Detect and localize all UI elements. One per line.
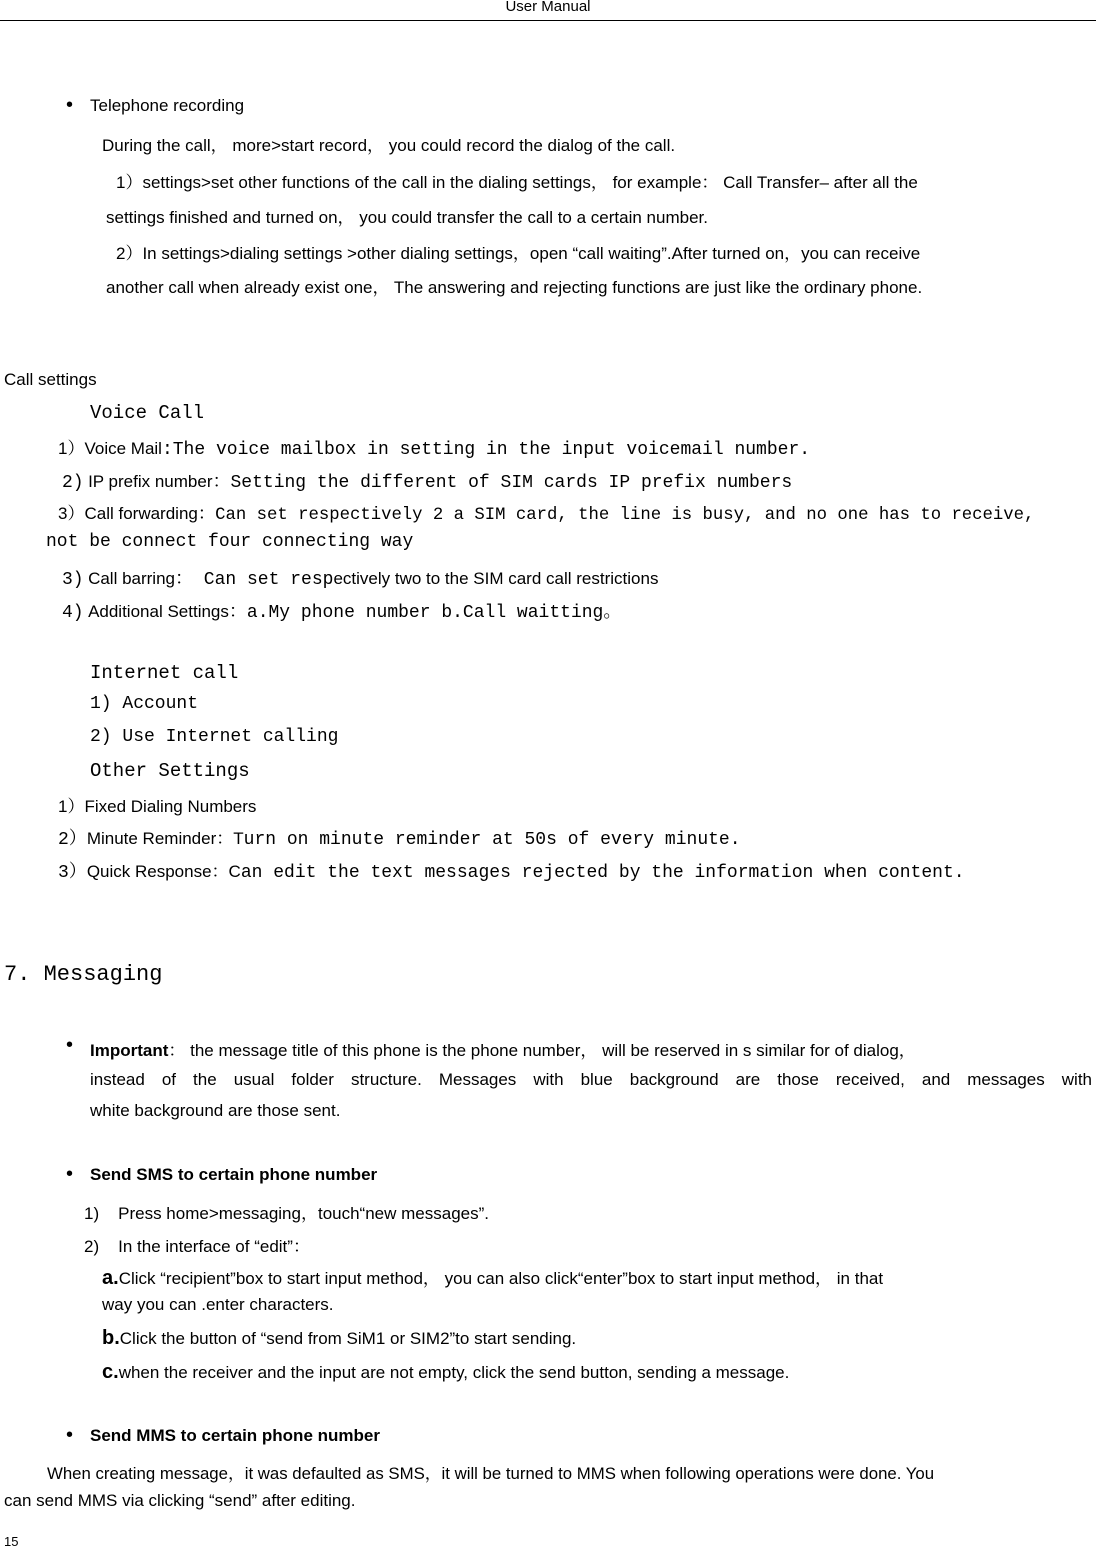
voice-call-heading: Voice Call — [90, 402, 205, 424]
send-mms-line-2: can send MMS via clicking “send” after editing. — [4, 1491, 356, 1510]
page-header: User Manual — [505, 0, 591, 15]
bullet-icon: • — [66, 94, 74, 116]
page-number: 15 — [4, 1534, 19, 1549]
bullet-icon: • — [66, 1163, 74, 1185]
section-heading-messaging: 7. Messaging — [4, 962, 163, 987]
send-sms-step-b: b.Click the button of “send from SiM1 or SIM2”to start sending. — [102, 1327, 577, 1349]
other-settings-heading: Other Settings — [90, 760, 250, 782]
voice-call-item-4: 3) Call barring： Can set respectively two to the SIM card call restrictions — [62, 569, 659, 590]
voice-call-item-2: 2) IP prefix number：Setting the different of SIM cards IP prefix numbers — [62, 472, 793, 493]
voice-call-item-3-cont: not be connect four connecting way — [46, 532, 414, 552]
voice-call-item-5: 4) Additional Settings：a.My phone number b.Call waitting。 — [62, 602, 622, 623]
voice-call-item-3: 3）Call forwarding：Can set respectively 2 a SIM card, the line is busy, and no one has to receive, — [58, 504, 1035, 525]
send-sms-heading: Send SMS to certain phone number — [90, 1165, 378, 1184]
important-note-line-2: instead of the usual folder structure. Messages with blue background are those received, and messages with — [90, 1070, 1092, 1089]
other-settings-item-3: 3）Quick Response：Can edit the text messages rejected by the information when content. — [58, 862, 965, 883]
send-sms-step-a: a.Click “recipient”box to start input method， you can also click“enter”box to start input method， in that — [102, 1267, 884, 1289]
voice-call-item-1: 1）Voice Mail:The voice mailbox in setting in the input voicemail number. — [58, 439, 811, 460]
important-note-line-3: white background are those sent. — [90, 1101, 341, 1120]
send-mms-line-1: When creating message，it was defaulted as SMS，it will be turned to MMS when following operations were done. You — [47, 1464, 935, 1483]
send-sms-step-a-cont: way you can .enter characters. — [102, 1295, 334, 1314]
other-settings-item-2: 2）Minute Reminder：Turn on minute reminder at 50s of every minute. — [58, 829, 741, 850]
other-settings-item-1: 1）Fixed Dialing Numbers — [58, 797, 257, 816]
recording-heading: Telephone recording — [90, 96, 245, 115]
recording-item-1: 1）settings>set other functions of the call in the dialing settings， for example： Call Transfer– after all the — [116, 173, 918, 192]
header-rule — [0, 20, 1096, 21]
send-sms-step-c: c.when the receiver and the input are not empty, click the send button, sending a message. — [102, 1361, 790, 1383]
internet-call-item-2: 2) Use Internet calling — [90, 727, 339, 747]
internet-call-heading: Internet call — [90, 662, 239, 684]
bullet-icon: • — [66, 1034, 74, 1056]
important-note: Important： the message title of this phone is the phone number， will be reserved in s similar for of dialog， — [90, 1041, 916, 1060]
recording-item-1-cont: settings finished and turned on， you could transfer the call to a certain number. — [106, 208, 708, 227]
call-settings-title: Call settings — [4, 370, 97, 389]
internet-call-item-1: 1) Account — [90, 694, 199, 714]
recording-item-2: 2）In settings>dialing settings >other dialing settings，open “call waiting”.After turned on，you can receive — [116, 244, 921, 263]
bullet-icon: • — [66, 1424, 74, 1446]
send-sms-step-2: 2) In the interface of “edit”： — [84, 1237, 310, 1256]
send-sms-step-1: 1) Press home>messaging，touch“new messages”. — [84, 1204, 489, 1223]
recording-item-2-cont: another call when already exist one， The answering and rejecting functions are just like the ordinary phone. — [106, 278, 923, 297]
recording-line: During the call， more>start record， you could record the dialog of the call. — [102, 136, 676, 155]
send-mms-heading: Send MMS to certain phone number — [90, 1426, 380, 1445]
